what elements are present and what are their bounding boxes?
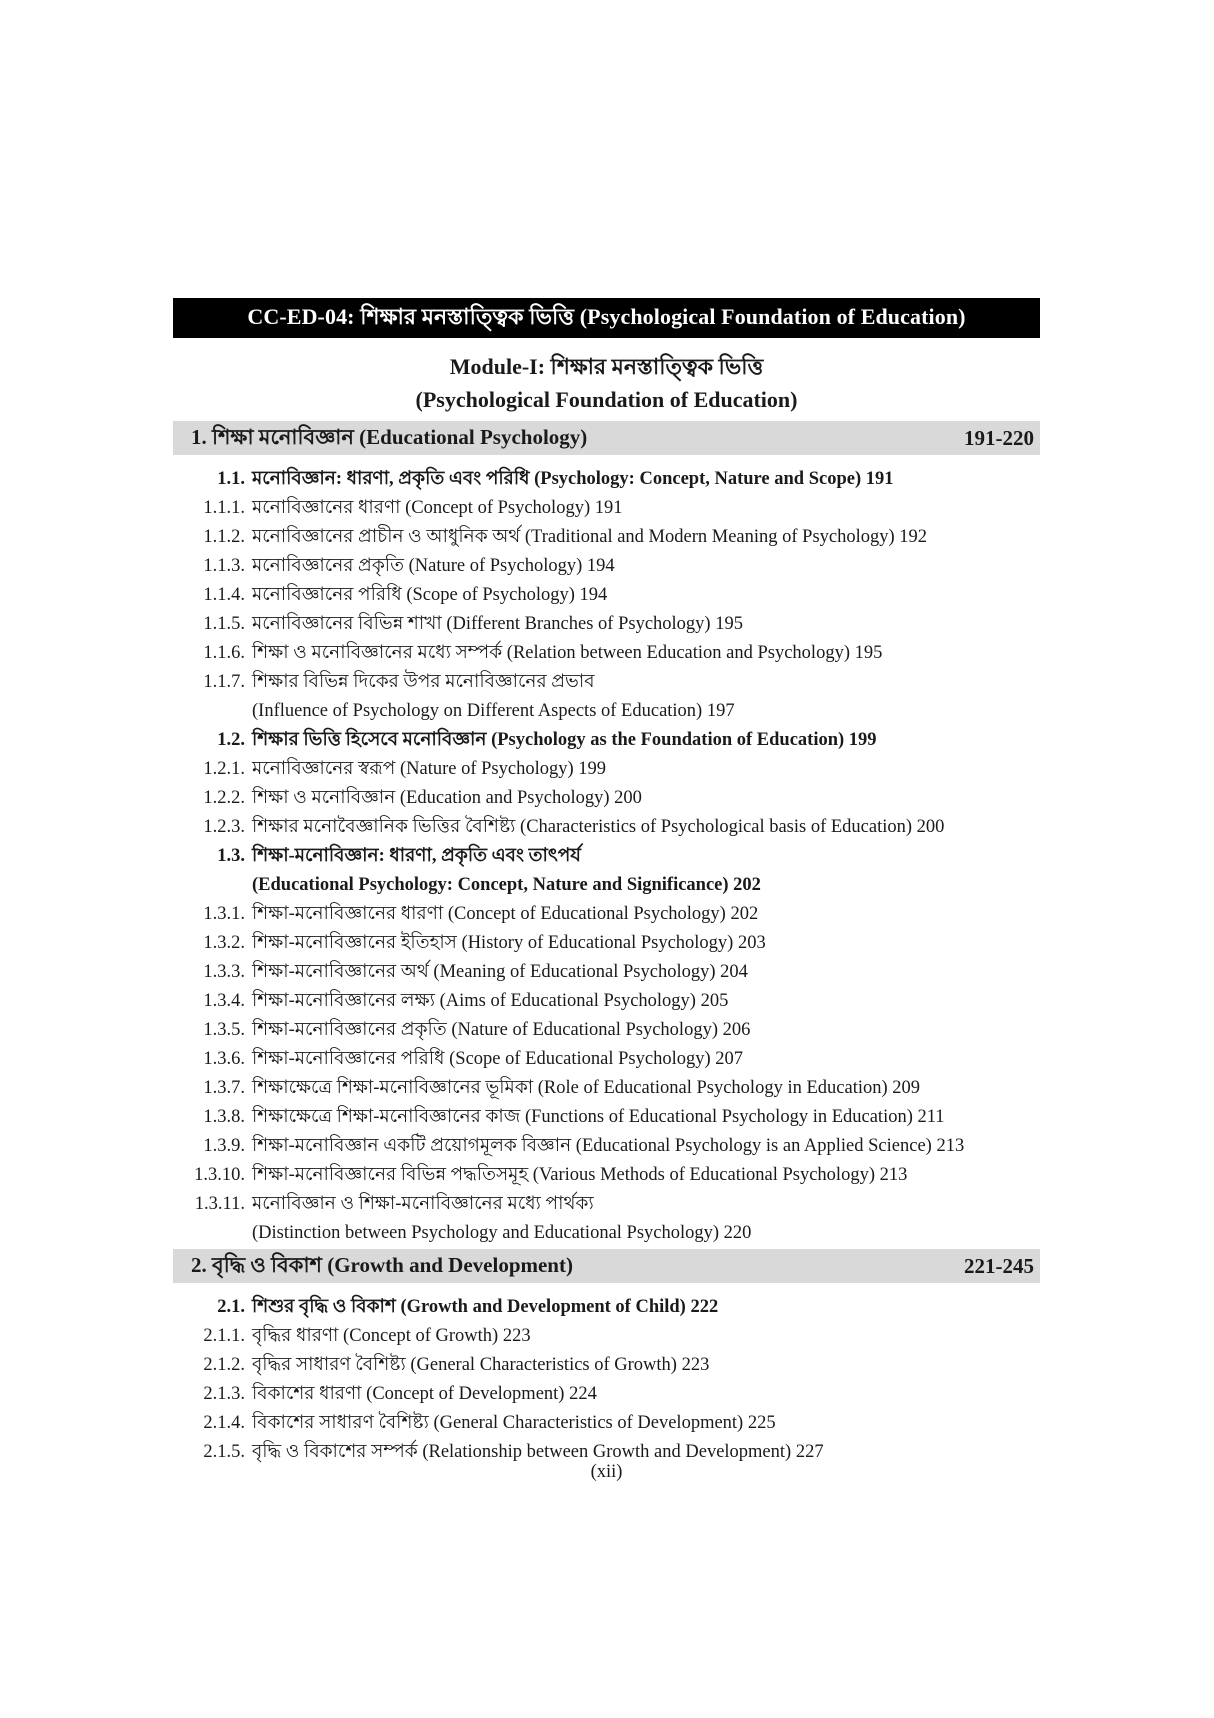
- toc-entry: [173, 1322, 1040, 1351]
- section-title: 2. বৃদ্ধি ও বিকাশ (Growth and Development): [191, 1252, 573, 1277]
- toc-entry-title: শিক্ষার ভিত্তি হিসেবে মনোবিজ্ঞান (Psychology as the Foundation of Education) 199: [252, 730, 877, 750]
- toc-entry-title: শিক্ষা-মনোবিজ্ঞান একটি প্রয়োগমূলক বিজ্ঞান (Educational Psychology is an Applied Science) 213: [252, 1136, 965, 1156]
- toc-entry-number: 1.1.: [217, 469, 245, 489]
- module-title-line2: (Psychological Foundation of Education): [415, 387, 798, 412]
- toc-entry-number: 1.3.: [217, 846, 245, 866]
- toc-entry-title: মনোবিজ্ঞানের প্রাচীন ও আধুনিক অর্থ (Traditional and Modern Meaning of Psychology) 192: [252, 527, 928, 547]
- toc-entry-title: শিক্ষা-মনোবিজ্ঞানের ধারণা (Concept of Educational Psychology) 202: [252, 904, 759, 924]
- toc-entry-number: 1.1.2.: [203, 527, 245, 547]
- toc-entry-number: 1.1.7.: [203, 672, 245, 692]
- toc-entry-number: 2.1.4.: [203, 1413, 245, 1433]
- toc-entry-number: 1.1.6.: [203, 643, 245, 663]
- toc-entry-title: শিশুর বৃদ্ধি ও বিকাশ (Growth and Development of Child) 222: [252, 1297, 719, 1317]
- section-page-range: 191-220: [964, 425, 1034, 450]
- toc-entry-number: 1.3.4.: [203, 991, 245, 1011]
- toc-entry-title: শিক্ষা-মনোবিজ্ঞান: ধারণা, প্রকৃতি এবং তাৎপর্য: [252, 846, 581, 866]
- toc-entry-title: বিকাশের সাধারণ বৈশিষ্ট্য (General Characteristics of Development) 225: [252, 1413, 776, 1433]
- toc-entry-title: মনোবিজ্ঞানের বিভিন্ন শাখা (Different Branches of Psychology) 195: [252, 614, 743, 634]
- toc-entry-number: 2.1.5.: [203, 1442, 245, 1462]
- toc-entry: [173, 523, 1040, 552]
- toc-entry: [173, 987, 1040, 1016]
- toc-entry-title: শিক্ষা ও মনোবিজ্ঞান (Education and Psychology) 200: [252, 788, 642, 808]
- toc-entry-number: 2.1.3.: [203, 1384, 245, 1404]
- toc-entry: [173, 1409, 1040, 1438]
- toc-entry: [173, 900, 1040, 929]
- toc-entry-title: শিক্ষা-মনোবিজ্ঞানের লক্ষ্য (Aims of Educational Psychology) 205: [252, 991, 729, 1011]
- toc-entry-number: 1.3.7.: [203, 1078, 245, 1098]
- toc-entry-title: শিক্ষার বিভিন্ন দিকের উপর মনোবিজ্ঞানের প্রভাব: [252, 672, 595, 692]
- toc-entry: [173, 494, 1040, 523]
- toc-entry-number: 1.1.5.: [203, 614, 245, 634]
- toc-entry-number: 1.3.3.: [203, 962, 245, 982]
- toc-entry: [173, 1190, 1040, 1219]
- toc-entry: [173, 842, 1040, 871]
- toc-entry-number: 1.3.2.: [203, 933, 245, 953]
- toc-entry: [173, 465, 1040, 494]
- toc-entry-title: শিক্ষা-মনোবিজ্ঞানের অর্থ (Meaning of Educational Psychology) 204: [252, 962, 748, 982]
- toc-entry: [173, 871, 1040, 900]
- toc-entry-title: মনোবিজ্ঞানের ধারণা (Concept of Psychology) 191: [252, 498, 623, 518]
- toc-entry-number: 1.1.1.: [203, 498, 245, 518]
- section-title: 1. শিক্ষা মনোবিজ্ঞান (Educational Psychology): [191, 424, 588, 449]
- toc-entry: [173, 784, 1040, 813]
- toc-entry-number: 1.1.3.: [203, 556, 245, 576]
- toc-entry-title: মনোবিজ্ঞান ও শিক্ষা-মনোবিজ্ঞানের মধ্যে পার্থক্য: [252, 1194, 594, 1214]
- toc-entry-number: 1.3.8.: [203, 1107, 245, 1127]
- toc-entry: [173, 552, 1040, 581]
- section-header-1: [173, 421, 1040, 455]
- toc-entry: [173, 1351, 1040, 1380]
- toc-entry-title: শিক্ষা ও মনোবিজ্ঞানের মধ্যে সম্পর্ক (Relation between Education and Psychology) 195: [252, 643, 883, 663]
- toc-entry-number: 1.3.10.: [194, 1165, 245, 1185]
- toc-entry: [173, 697, 1040, 726]
- section-1-entries: [173, 465, 1040, 1248]
- module-title-line1: Module-I: শিক্ষার মনস্তাত্ত্বিক ভিত্তি: [449, 354, 764, 379]
- toc-entry-title: (Educational Psychology: Concept, Nature and Significance) 202: [252, 875, 761, 895]
- toc-entry: [173, 1016, 1040, 1045]
- toc-entry-number: 2.1.: [217, 1297, 245, 1317]
- toc-entry: [173, 668, 1040, 697]
- toc-entry-number: 2.1.1.: [203, 1326, 245, 1346]
- toc-entry-title: বিকাশের ধারণা (Concept of Development) 224: [252, 1384, 597, 1404]
- toc-entry-title: মনোবিজ্ঞানের প্রকৃতি (Nature of Psychology) 194: [252, 556, 615, 576]
- toc-entry-number: 1.3.6.: [203, 1049, 245, 1069]
- toc-entry-title: মনোবিজ্ঞানের স্বরূপ (Nature of Psychology) 199: [252, 759, 606, 779]
- toc-entry-number: 1.2.1.: [203, 759, 245, 779]
- toc-entry: [173, 755, 1040, 784]
- toc-entry-title: শিক্ষাক্ষেত্রে শিক্ষা-মনোবিজ্ঞানের ভূমিকা (Role of Educational Psychology in Education) 209: [252, 1078, 921, 1098]
- toc-entry-number: 1.2.3.: [203, 817, 245, 837]
- toc-entry-title: (Distinction between Psychology and Educational Psychology) 220: [252, 1223, 752, 1243]
- toc-entry-number: 1.3.11.: [194, 1194, 245, 1214]
- toc-entry-title: শিক্ষা-মনোবিজ্ঞানের পরিধি (Scope of Educational Psychology) 207: [252, 1049, 744, 1069]
- toc-entry: [173, 1045, 1040, 1074]
- toc-entry-title: বৃদ্ধি ও বিকাশের সম্পর্ক (Relationship between Growth and Development) 227: [252, 1442, 824, 1462]
- toc-entry: [173, 1293, 1040, 1322]
- toc-entry-title: মনোবিজ্ঞানের পরিধি (Scope of Psychology) 194: [252, 585, 608, 605]
- section-page-range: 221-245: [964, 1253, 1034, 1278]
- toc-entry: [173, 1161, 1040, 1190]
- toc-entry-title: মনোবিজ্ঞান: ধারণা, প্রকৃতি এবং পরিধি (Psychology: Concept, Nature and Scope) 191: [252, 469, 894, 489]
- toc-entry-number: 1.3.9.: [203, 1136, 245, 1156]
- toc-entry: [173, 1219, 1040, 1248]
- toc-entry-title: শিক্ষা-মনোবিজ্ঞানের ইতিহাস (History of Educational Psychology) 203: [252, 933, 766, 953]
- toc-entry-title: শিক্ষাক্ষেত্রে শিক্ষা-মনোবিজ্ঞানের কাজ (Functions of Educational Psychology in Education) 211: [252, 1107, 945, 1127]
- toc-entry-title: (Influence of Psychology on Different Aspects of Education) 197: [252, 701, 735, 721]
- toc-entry: [173, 813, 1040, 842]
- toc-entry-title: বৃদ্ধির সাধারণ বৈশিষ্ট্য (General Characteristics of Growth) 223: [252, 1355, 710, 1375]
- toc-entry-title: শিক্ষা-মনোবিজ্ঞানের প্রকৃতি (Nature of Educational Psychology) 206: [252, 1020, 751, 1040]
- module-title: [173, 350, 1040, 416]
- toc-entry-number: 1.3.5.: [203, 1020, 245, 1040]
- toc-entry: [173, 610, 1040, 639]
- page-number: (xii): [590, 1462, 623, 1482]
- toc-entry: [173, 1074, 1040, 1103]
- toc-entry-number: 2.1.2.: [203, 1355, 245, 1375]
- section-2-entries: [173, 1293, 1040, 1467]
- course-header: CC-ED-04: শিক্ষার মনস্তাত্ত্বিক ভিত্তি (Psychological Foundation of Education): [173, 298, 1040, 338]
- toc-entry-number: 1.2.: [217, 730, 245, 750]
- toc-entry: [173, 726, 1040, 755]
- toc-entry: [173, 1132, 1040, 1161]
- toc-entry: [173, 581, 1040, 610]
- toc-entry-number: 1.1.4.: [203, 585, 245, 605]
- toc-entry-title: শিক্ষা-মনোবিজ্ঞানের বিভিন্ন পদ্ধতিসমূহ (Various Methods of Educational Psychology) 213: [252, 1165, 908, 1185]
- toc-entry-number: 1.2.2.: [203, 788, 245, 808]
- toc-entry: [173, 1380, 1040, 1409]
- toc-entry: [173, 1103, 1040, 1132]
- toc-entry: [173, 929, 1040, 958]
- toc-entry: [173, 958, 1040, 987]
- toc-entry-title: বৃদ্ধির ধারণা (Concept of Growth) 223: [252, 1326, 531, 1346]
- toc-entry-number: 1.3.1.: [203, 904, 245, 924]
- toc-entry: [173, 639, 1040, 668]
- section-header-2: [173, 1249, 1040, 1283]
- toc-entry-title: শিক্ষার মনোবৈজ্ঞানিক ভিত্তির বৈশিষ্ট্য (Characteristics of Psychological basis of Education) 200: [252, 817, 945, 837]
